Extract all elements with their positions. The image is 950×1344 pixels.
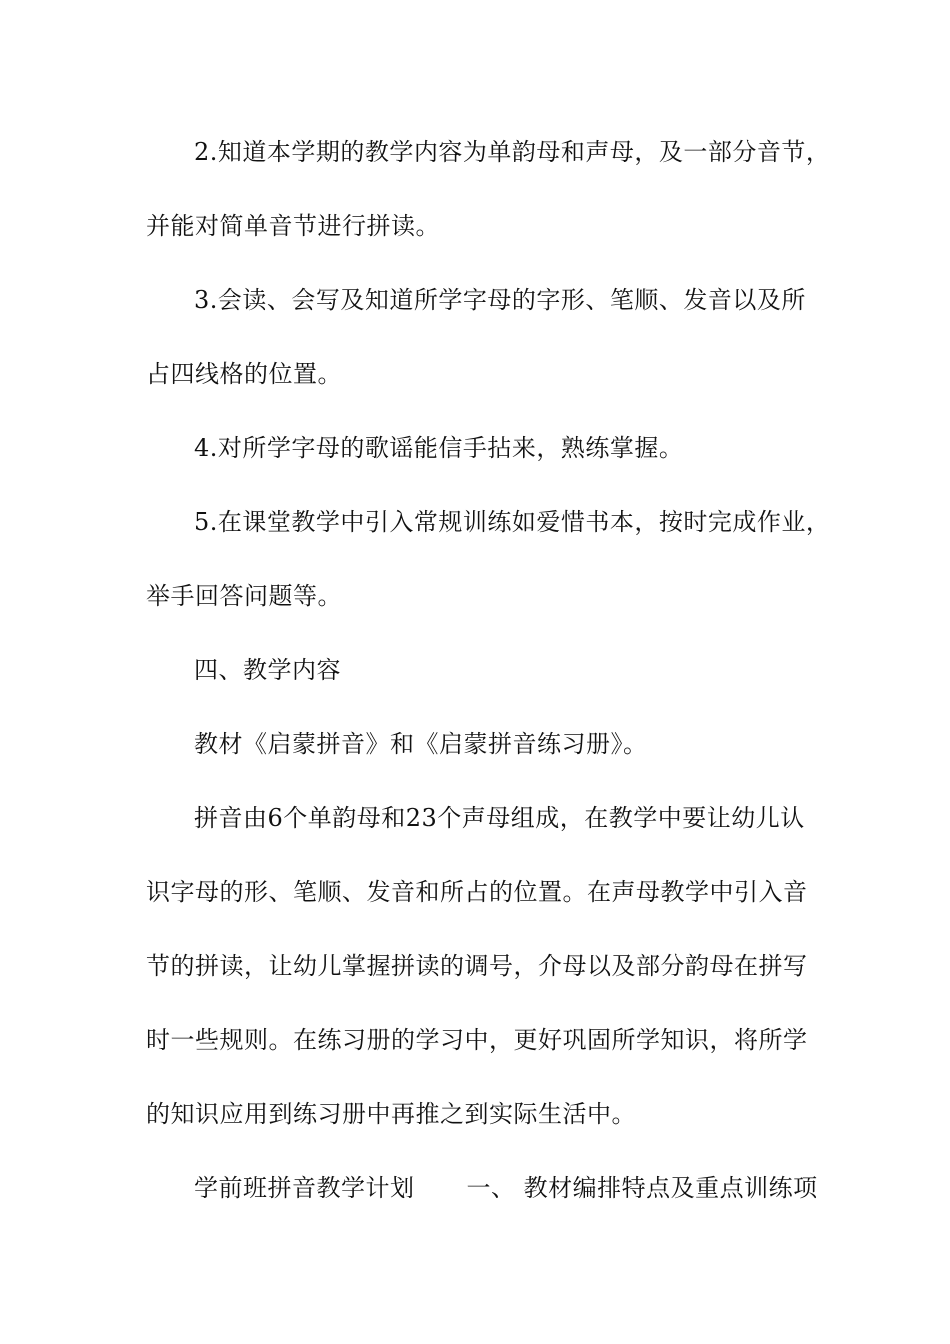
paragraph-line: 时一些规则。在练习册的学习中，更好巩固所学知识，将所学 xyxy=(146,1026,808,1054)
paragraph-line: 2.知道本学期的教学内容为单韵母和声母，及一部分音节， xyxy=(194,138,831,166)
paragraph-line: 并能对简单音节进行拼读。 xyxy=(146,212,440,240)
paragraph-line: 3.会读、会写及知道所学字母的字形、笔顺、发音以及所 xyxy=(194,286,806,314)
paragraph-line: 拼音由6个单韵母和23个声母组成，在教学中要让幼儿认 xyxy=(194,804,805,832)
section-heading: 四、教学内容 xyxy=(194,656,341,684)
title-line xyxy=(194,1173,884,1203)
document-title: 学前班拼音教学计划 xyxy=(194,1174,415,1202)
paragraph-line: 识字母的形、笔顺、发音和所占的位置。在声母教学中引入音 xyxy=(146,878,808,906)
paragraph-line: 教材《启蒙拼音》和《启蒙拼音练习册》。 xyxy=(194,730,648,758)
paragraph-line: 5.在课堂教学中引入常规训练如爱惜书本，按时完成作业， xyxy=(194,508,831,536)
paragraph-line: 4.对所学字母的歌谣能信手拈来，熟练掌握。 xyxy=(194,434,684,462)
paragraph-line: 的知识应用到练习册中再推之到实际生活中。 xyxy=(146,1100,636,1128)
paragraph-line: 节的拼读，让幼儿掌握拼读的调号，介母以及部分韵母在拼写 xyxy=(146,952,808,980)
section-title: 一、 教材编排特点及重点训练项 xyxy=(466,1174,818,1202)
paragraph-line: 举手回答问题等。 xyxy=(146,582,342,610)
paragraph-line: 占四线格的位置。 xyxy=(146,360,342,388)
